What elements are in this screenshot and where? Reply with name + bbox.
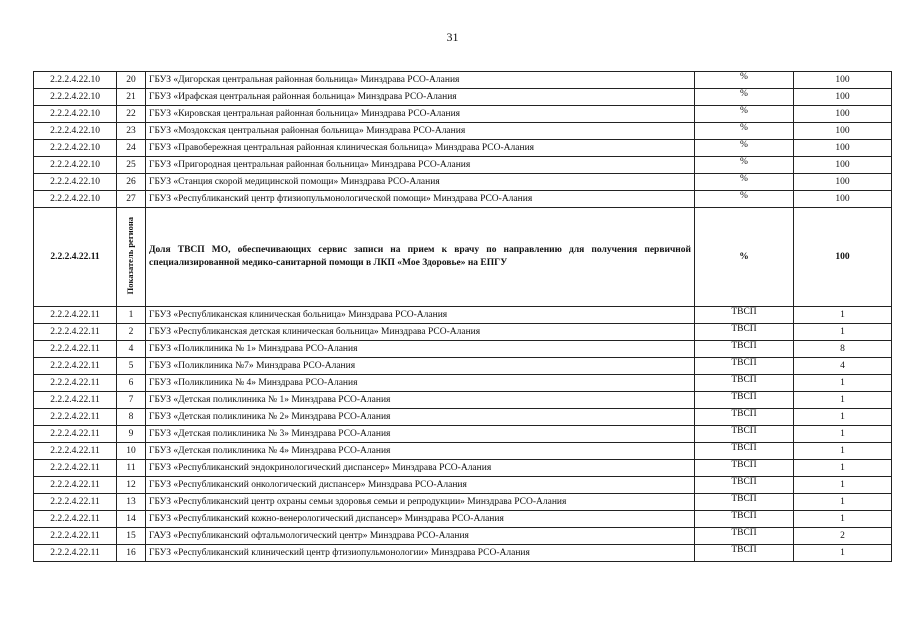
row-value: 100 xyxy=(794,89,892,106)
row-unit: % xyxy=(695,157,794,174)
row-organization: ГБУЗ «Детская поликлиника № 4» Минздрава РСО-Алания xyxy=(146,443,695,460)
row-code: 2.2.2.4.22.10 xyxy=(34,174,117,191)
row-unit: ТВСП xyxy=(695,409,794,426)
row-number: 13 xyxy=(117,494,146,511)
row-number: 8 xyxy=(117,409,146,426)
table-row xyxy=(34,106,892,123)
row-number: 4 xyxy=(117,341,146,358)
row-organization: ГБУЗ «Республиканский центр фтизиопульмонологической помощи» Минздрава РСО-Алания xyxy=(146,191,695,208)
row-unit: ТВСП xyxy=(695,545,794,562)
row-number: 24 xyxy=(117,140,146,157)
table-row xyxy=(34,89,892,106)
row-unit: % xyxy=(695,106,794,123)
page-number: 31 xyxy=(446,30,459,44)
table-row xyxy=(34,123,892,140)
row-organization: ГБУЗ «Республиканский эндокринологический диспансер» Минздрава РСО-Алания xyxy=(146,460,695,477)
row-organization: ГБУЗ «Дигорская центральная районная больница» Минздрава РСО-Алания xyxy=(146,72,695,89)
row-unit: % xyxy=(695,140,794,157)
row-value: 100 xyxy=(794,157,892,174)
row-value: 1 xyxy=(794,443,892,460)
row-number: 27 xyxy=(117,191,146,208)
row-code: 2.2.2.4.22.10 xyxy=(34,123,117,140)
row-unit: % xyxy=(695,89,794,106)
row-code: 2.2.2.4.22.11 xyxy=(34,528,117,545)
row-organization: ГБУЗ «Республиканский клинический центр фтизиопульмонологии» Минздрава РСО-Алания xyxy=(146,545,695,562)
row-code: 2.2.2.4.22.11 xyxy=(34,477,117,494)
row-organization: ГБУЗ «Станция скорой медицинской помощи» Минздрава РСО-Алания xyxy=(146,174,695,191)
row-value: 1 xyxy=(794,307,892,324)
row-value: 1 xyxy=(794,545,892,562)
row-organization: ГБУЗ «Поликлиника № 4» Минздрава РСО-Алания xyxy=(146,375,695,392)
row-value: 1 xyxy=(794,392,892,409)
row-organization: ГБУЗ «Поликлиника № 1» Минздрава РСО-Алания xyxy=(146,341,695,358)
row-unit: ТВСП xyxy=(695,460,794,477)
row-organization: ГБУЗ «Республиканская клиническая больница» Минздрава РСО-Алания xyxy=(146,307,695,324)
row-organization: ГБУЗ «Пригородная центральная районная больница» Минздрава РСО-Алания xyxy=(146,157,695,174)
table-row xyxy=(34,511,892,528)
row-value: 1 xyxy=(794,511,892,528)
table-row xyxy=(34,477,892,494)
row-unit: ТВСП xyxy=(695,307,794,324)
table-row xyxy=(34,157,892,174)
row-number: 21 xyxy=(117,89,146,106)
row-organization: ГБУЗ «Детская поликлиника № 3» Минздрава РСО-Алания xyxy=(146,426,695,443)
row-unit: ТВСП xyxy=(695,392,794,409)
row-number: 14 xyxy=(117,511,146,528)
row-unit: ТВСП xyxy=(695,528,794,545)
table-row xyxy=(34,494,892,511)
row-code: 2.2.2.4.22.10 xyxy=(34,157,117,174)
row-number: 9 xyxy=(117,426,146,443)
table-row xyxy=(34,528,892,545)
row-organization: ГБУЗ «Ирафская центральная районная больница» Минздрава РСО-Алания xyxy=(146,89,695,106)
row-number: 11 xyxy=(117,460,146,477)
row-number: 15 xyxy=(117,528,146,545)
row-value: 8 xyxy=(794,341,892,358)
row-unit: ТВСП xyxy=(695,341,794,358)
row-number: 6 xyxy=(117,375,146,392)
table-row xyxy=(34,140,892,157)
row-unit: % xyxy=(695,191,794,208)
table-row xyxy=(34,324,892,341)
row-code: 2.2.2.4.22.11 xyxy=(34,375,117,392)
table-row xyxy=(34,443,892,460)
row-organization: ГБУЗ «Республиканский онкологический диспансер» Минздрава РСО-Алания xyxy=(146,477,695,494)
row-code: 2.2.2.4.22.11 xyxy=(34,494,117,511)
row-code: 2.2.2.4.22.10 xyxy=(34,191,117,208)
indicator-header-section xyxy=(34,208,892,307)
row-number: 1 xyxy=(117,307,146,324)
row-organization: ГБУЗ «Детская поликлиника № 2» Минздрава РСО-Алания xyxy=(146,409,695,426)
row-value: 100 xyxy=(794,191,892,208)
row-value: 1 xyxy=(794,375,892,392)
row-value: 100 xyxy=(794,123,892,140)
row-value: 100 xyxy=(794,140,892,157)
row-number: 5 xyxy=(117,358,146,375)
indicator-code: 2.2.2.4.22.11 xyxy=(34,208,117,307)
row-number: 26 xyxy=(117,174,146,191)
row-number: 7 xyxy=(117,392,146,409)
row-unit: ТВСП xyxy=(695,358,794,375)
row-code: 2.2.2.4.22.11 xyxy=(34,392,117,409)
row-unit: % xyxy=(695,72,794,89)
table-row xyxy=(34,545,892,562)
table-row xyxy=(34,460,892,477)
indicator-unit: % xyxy=(695,208,794,307)
row-number: 23 xyxy=(117,123,146,140)
table-row xyxy=(34,375,892,392)
row-organization: ГБУЗ «Республиканская детская клиническая больница» Минздрава РСО-Алания xyxy=(146,324,695,341)
row-unit: ТВСП xyxy=(695,511,794,528)
row-unit: ТВСП xyxy=(695,443,794,460)
table-section-top xyxy=(34,72,892,208)
row-organization: ГБУЗ «Моздокская центральная районная больница» Минздрава РСО-Алания xyxy=(146,123,695,140)
row-organization: ГБУЗ «Поликлиника №7» Минздрава РСО-Алания xyxy=(146,358,695,375)
row-organization: ГБУЗ «Республиканский центр охраны семьи здоровья семьи и репродукции» Минздрава РСО-Алания xyxy=(146,494,695,511)
row-organization: ГБУЗ «Кировская центральная районная больница» Минздрава РСО-Алания xyxy=(146,106,695,123)
row-code: 2.2.2.4.22.11 xyxy=(34,409,117,426)
table-row xyxy=(34,341,892,358)
table-section-bottom xyxy=(34,307,892,562)
table-row xyxy=(34,392,892,409)
table-row xyxy=(34,174,892,191)
row-number: 10 xyxy=(117,443,146,460)
indicator-row xyxy=(34,208,892,307)
table-row xyxy=(34,72,892,89)
row-unit: ТВСП xyxy=(695,324,794,341)
row-unit: ТВСП xyxy=(695,426,794,443)
row-number: 12 xyxy=(117,477,146,494)
row-code: 2.2.2.4.22.11 xyxy=(34,426,117,443)
table-row xyxy=(34,426,892,443)
row-code: 2.2.2.4.22.10 xyxy=(34,72,117,89)
row-unit: % xyxy=(695,174,794,191)
table-row xyxy=(34,358,892,375)
row-number: 25 xyxy=(117,157,146,174)
row-code: 2.2.2.4.22.10 xyxy=(34,140,117,157)
row-code: 2.2.2.4.22.11 xyxy=(34,341,117,358)
row-unit: % xyxy=(695,123,794,140)
row-organization: ГБУЗ «Республиканский кожно-венерологический диспансер» Минздрава РСО-Алания xyxy=(146,511,695,528)
row-value: 100 xyxy=(794,72,892,89)
row-code: 2.2.2.4.22.10 xyxy=(34,89,117,106)
row-code: 2.2.2.4.22.11 xyxy=(34,511,117,528)
row-value: 1 xyxy=(794,494,892,511)
indicator-description: Доля ТВСП МО, обеспечивающих сервис записи на прием к врачу по направлению для получения первичной специализированной медико-санитарной помощи в ЛКП «Мое Здоровье» на ЕПГУ xyxy=(146,208,695,307)
row-code: 2.2.2.4.22.11 xyxy=(34,307,117,324)
indicator-value: 100 xyxy=(794,208,892,307)
table-row xyxy=(34,191,892,208)
row-number: 22 xyxy=(117,106,146,123)
row-code: 2.2.2.4.22.11 xyxy=(34,358,117,375)
row-value: 1 xyxy=(794,460,892,477)
row-organization: ГБУЗ «Детская поликлиника № 1» Минздрава РСО-Алания xyxy=(146,392,695,409)
row-code: 2.2.2.4.22.11 xyxy=(34,443,117,460)
indicator-vertical-label: Показатель региона xyxy=(125,216,136,294)
row-value: 100 xyxy=(794,174,892,191)
row-value: 1 xyxy=(794,426,892,443)
indicator-table xyxy=(33,71,892,562)
indicator-vertical-label-cell xyxy=(117,208,146,307)
row-unit: ТВСП xyxy=(695,375,794,392)
row-code: 2.2.2.4.22.11 xyxy=(34,460,117,477)
row-value: 1 xyxy=(794,324,892,341)
row-organization: ГАУЗ «Республиканский офтальмологический центр» Минздрава РСО-Алания xyxy=(146,528,695,545)
row-unit: ТВСП xyxy=(695,494,794,511)
row-number: 16 xyxy=(117,545,146,562)
row-organization: ГБУЗ «Правобережная центральная районная клиническая больница» Минздрава РСО-Алания xyxy=(146,140,695,157)
row-number: 2 xyxy=(117,324,146,341)
table-row xyxy=(34,409,892,426)
row-code: 2.2.2.4.22.10 xyxy=(34,106,117,123)
row-code: 2.2.2.4.22.11 xyxy=(34,545,117,562)
row-unit: ТВСП xyxy=(695,477,794,494)
row-number: 20 xyxy=(117,72,146,89)
row-value: 1 xyxy=(794,409,892,426)
row-value: 100 xyxy=(794,106,892,123)
row-value: 2 xyxy=(794,528,892,545)
row-value: 4 xyxy=(794,358,892,375)
row-code: 2.2.2.4.22.11 xyxy=(34,324,117,341)
table-row xyxy=(34,307,892,324)
row-value: 1 xyxy=(794,477,892,494)
